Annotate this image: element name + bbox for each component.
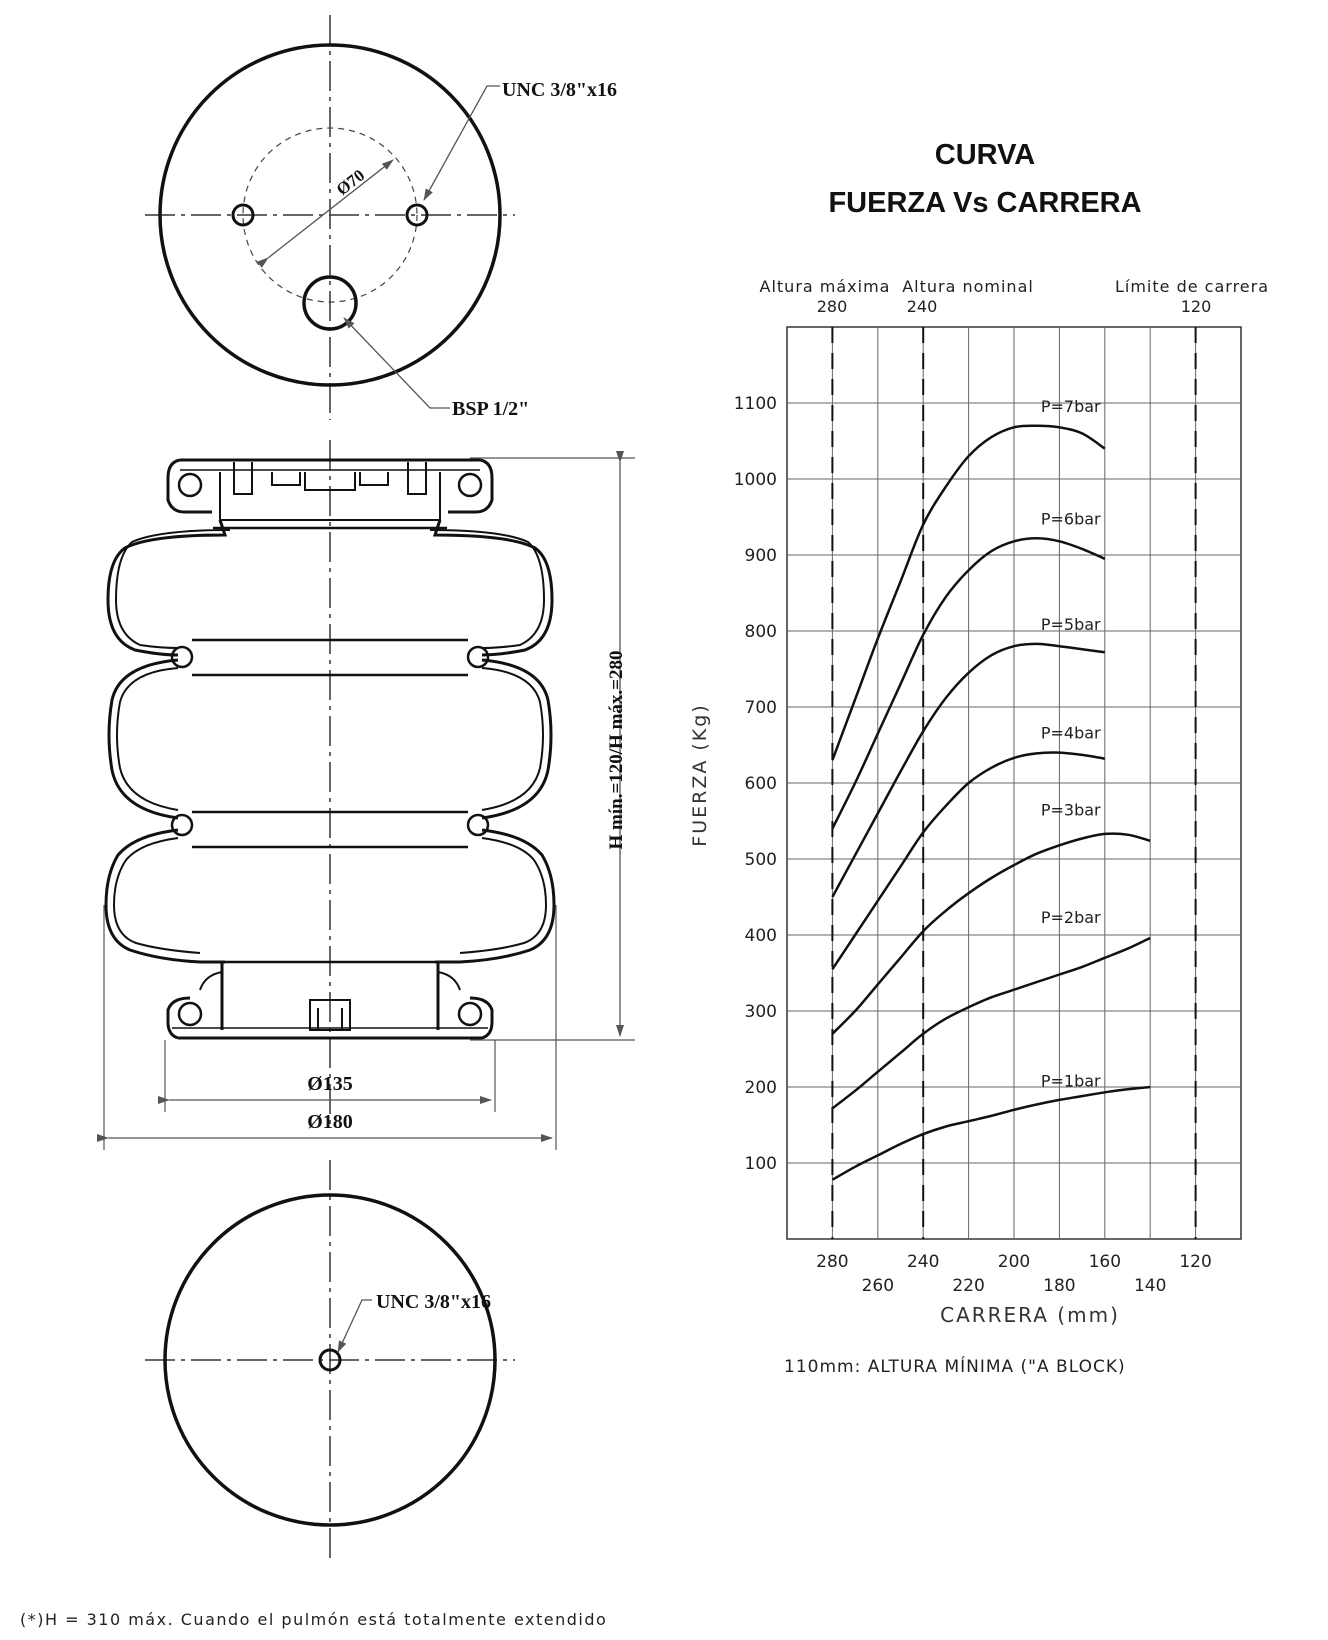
series-label: P=6bar: [1040, 509, 1101, 529]
chart-title: CURVA: [934, 139, 1036, 171]
y-tick-label: 200: [744, 1078, 777, 1098]
x-tick-label-upper: 160: [1088, 1252, 1122, 1272]
series-line-P=3bar: [832, 834, 1150, 1034]
ref-value-altura-maxima: 280: [816, 297, 848, 316]
side-view: [104, 440, 635, 1150]
bottom-view: [145, 1160, 515, 1560]
outer-diameter-label: Ø180: [307, 1111, 353, 1133]
ref-label-altura-nominal: Altura nominal: [902, 277, 1034, 296]
series-label: P=1bar: [1040, 1071, 1101, 1091]
y-tick-label: 1000: [733, 470, 777, 490]
y-tick-label: 700: [744, 698, 777, 718]
x-tick-label-lower: 260: [861, 1276, 895, 1296]
series-group: [832, 397, 1150, 1180]
force-stroke-chart: [734, 327, 1241, 1296]
block-height-note: 110mm: ALTURA MÍNIMA ("A BLOCK): [784, 1357, 1126, 1377]
series-label: P=3bar: [1040, 800, 1101, 820]
bottom-thread-label: UNC 3/8"x16: [376, 1291, 491, 1313]
series-label: P=5bar: [1040, 614, 1101, 634]
x-tick-labels: [816, 1252, 1212, 1296]
series-line-P=2bar: [832, 938, 1150, 1108]
height-label: H mín.=120/H máx.=280: [606, 650, 627, 850]
top-thread-label: UNC 3/8"x16: [502, 79, 617, 101]
port-leader: [344, 318, 450, 408]
ref-value-limite-carrera: 120: [1180, 297, 1212, 316]
x-tick-label-upper: 240: [906, 1252, 940, 1272]
y-tick-label: 800: [744, 622, 777, 642]
y-tick-label: 900: [744, 546, 777, 566]
series-label: P=7bar: [1040, 396, 1101, 416]
ref-label-limite-carrera: Límite de carrera: [1114, 277, 1270, 296]
y-tick-label: 400: [744, 926, 777, 946]
top-view: [145, 15, 515, 420]
x-tick-label-upper: 200: [997, 1252, 1031, 1272]
ref-value-altura-nominal: 240: [906, 297, 938, 316]
lower-convolution: [106, 830, 554, 962]
x-axis-label: CARRERA (mm): [940, 1303, 1120, 1327]
series-label: P=4bar: [1040, 723, 1101, 743]
chart-subtitle: FUERZA Vs CARRERA: [828, 187, 1142, 219]
ref-label-altura-maxima: Altura máxima: [759, 277, 891, 296]
port-label: BSP 1/2": [452, 398, 530, 420]
y-tick-label: 500: [744, 850, 777, 870]
x-tick-label-lower: 220: [952, 1276, 985, 1296]
y-tick-label: 600: [744, 774, 777, 794]
y-tick-label: 1100: [733, 394, 777, 414]
y-tick-labels: [734, 394, 777, 1174]
x-tick-label-upper: 120: [1179, 1252, 1212, 1272]
inner-diameter-label: Ø135: [307, 1073, 353, 1095]
thread-leader: [424, 86, 500, 200]
y-tick-label: 300: [744, 1002, 777, 1022]
y-tick-label: 100: [744, 1154, 777, 1174]
x-tick-label-upper: 280: [816, 1252, 849, 1272]
footnote: (*)H = 310 máx. Cuando el pulmón está totalmente extendido: [20, 1610, 608, 1629]
bolt-circle-label: Ø70: [332, 165, 369, 200]
bottom-thread-leader: [338, 1300, 372, 1352]
x-tick-label-lower: 140: [1133, 1276, 1167, 1296]
series-line-P=1bar: [832, 1087, 1150, 1180]
x-tick-label-lower: 180: [1043, 1276, 1076, 1296]
y-axis-label: FUERZA (Kg): [689, 703, 711, 847]
series-label: P=2bar: [1040, 907, 1101, 927]
